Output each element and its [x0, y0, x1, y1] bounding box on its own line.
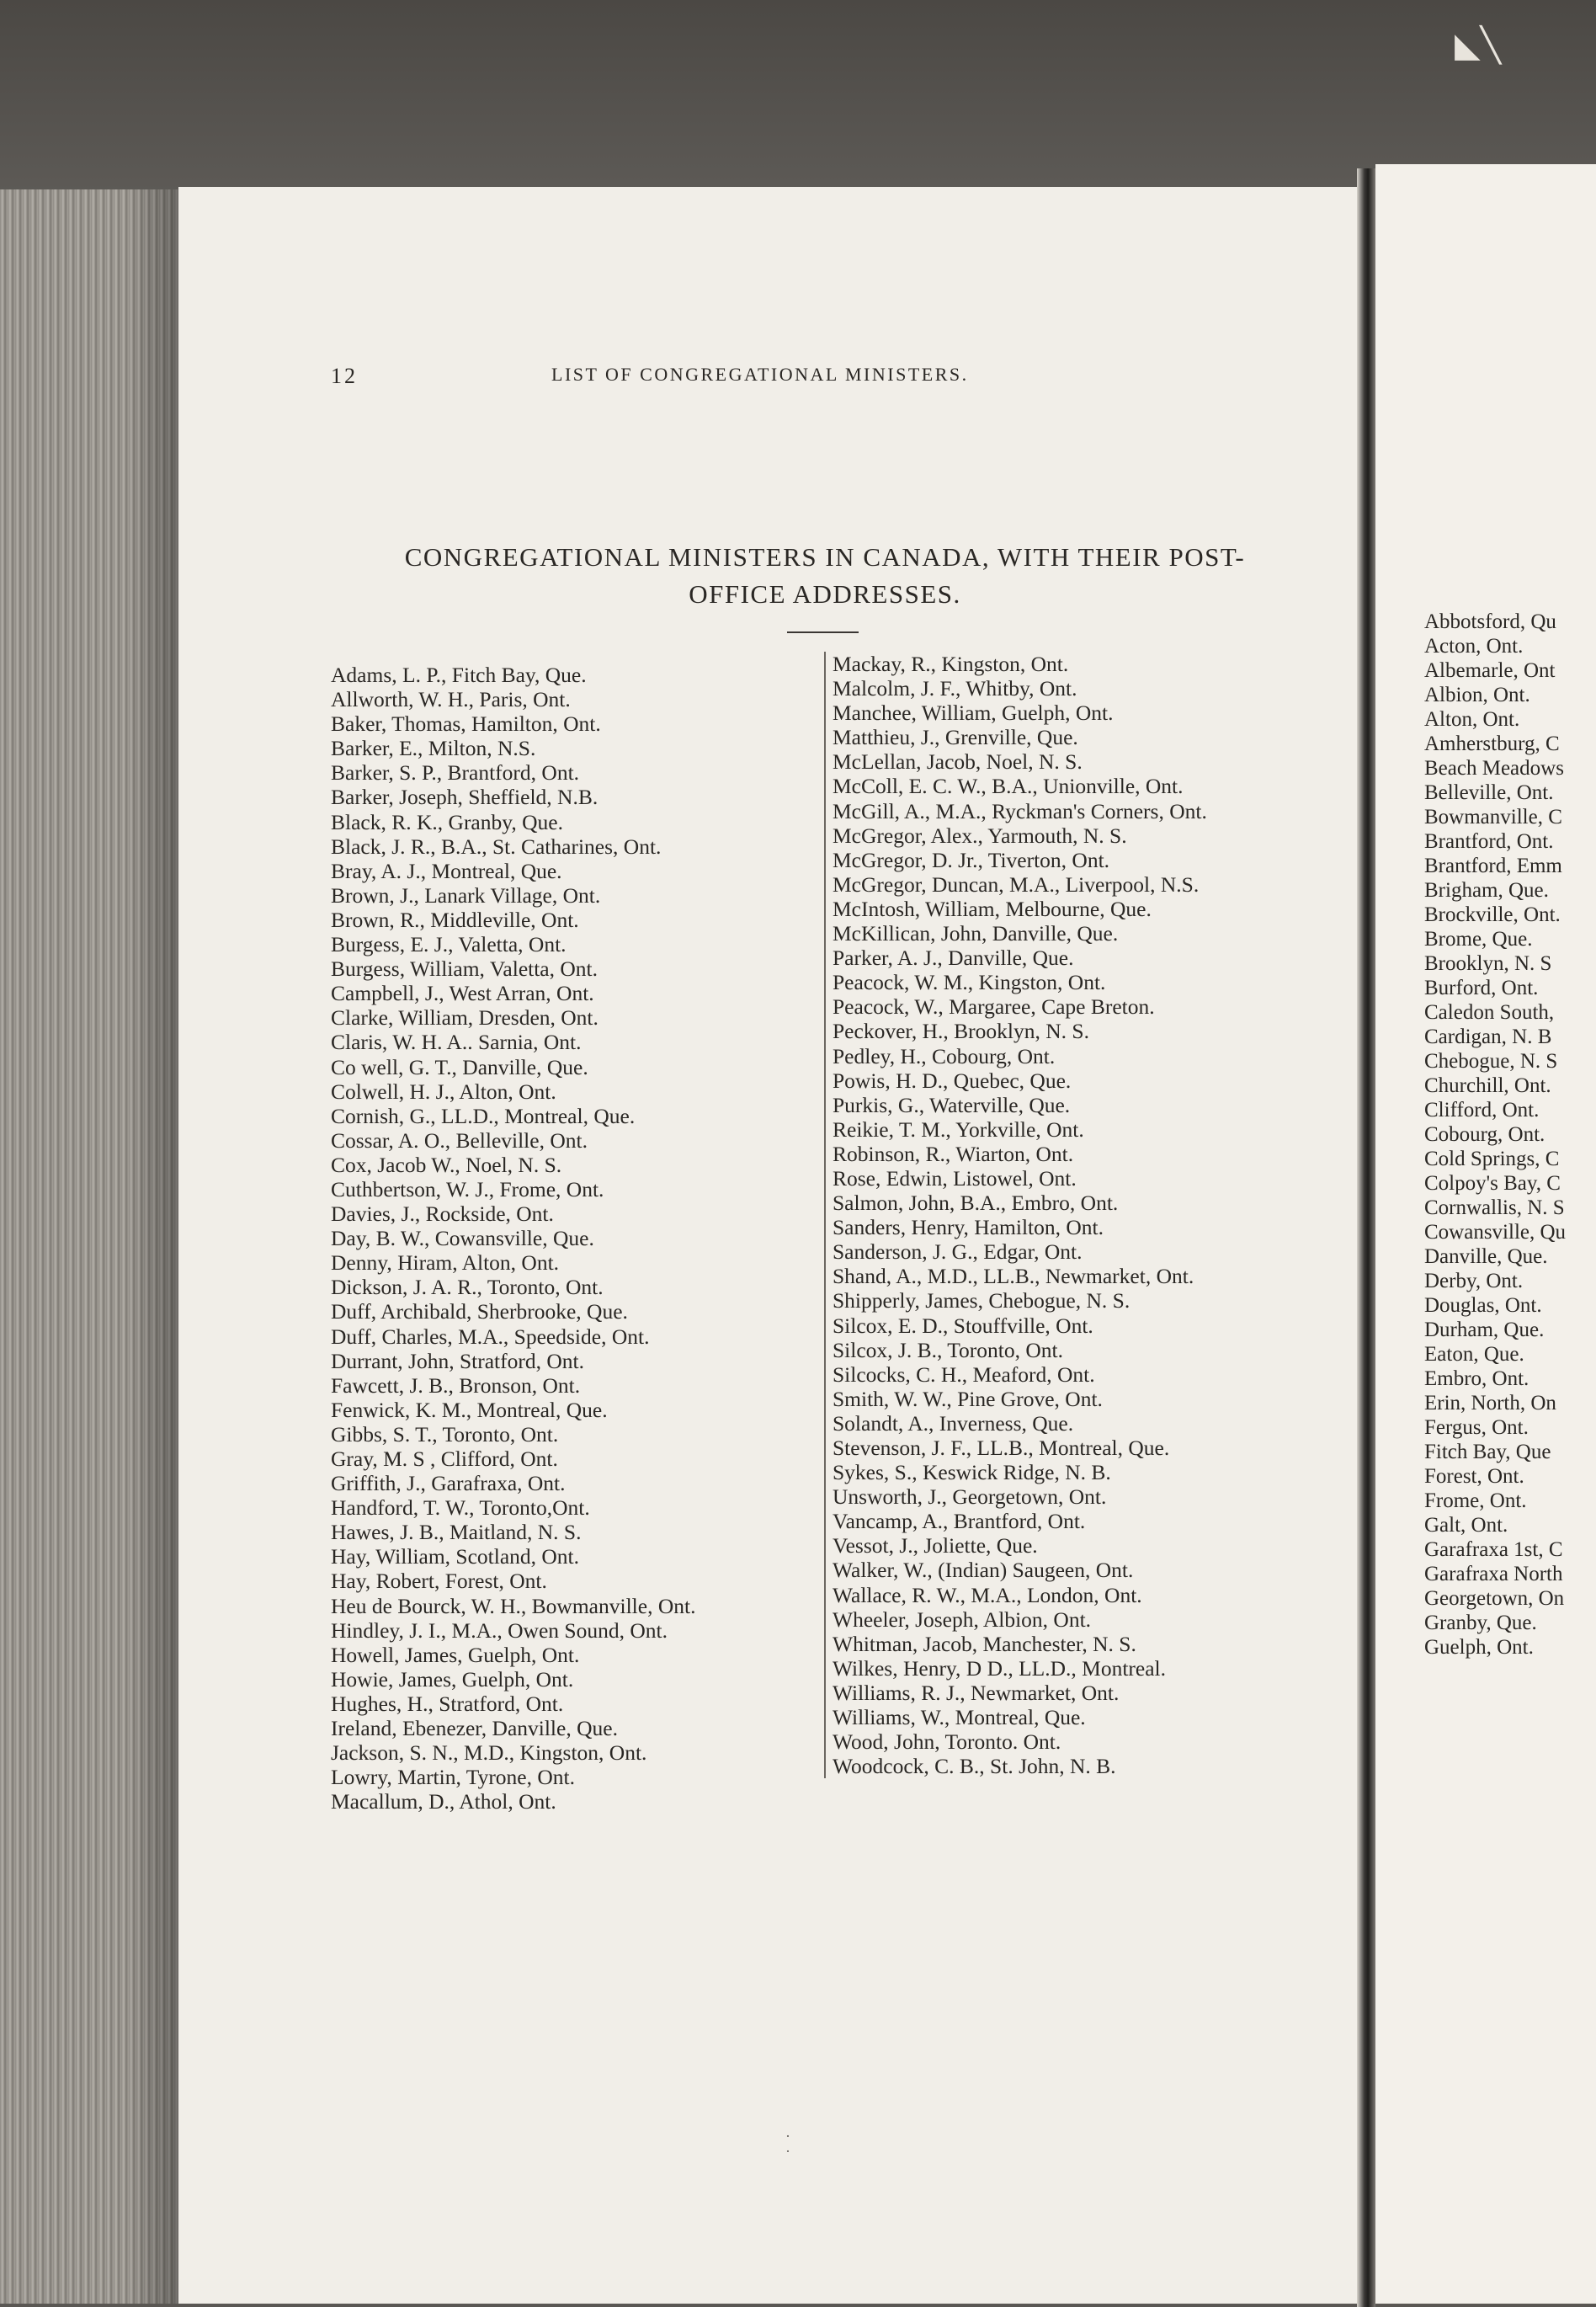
- book-edge-shadow: [126, 189, 181, 2304]
- place-entry: Albion, Ont.: [1424, 684, 1530, 706]
- place-entry: Amherstburg, C: [1424, 733, 1560, 755]
- minister-entry: Adams, L. P., Fitch Bay, Que.: [331, 663, 587, 687]
- place-entry: Abbotsford, Qu: [1424, 610, 1556, 633]
- minister-entry: Cornish, G., LL.D., Montreal, Que.: [331, 1103, 636, 1128]
- minister-entry: Hughes, H., Stratford, Ont.: [331, 1691, 564, 1716]
- minister-entry: Silcox, J. B., Toronto, Ont.: [833, 1337, 1064, 1362]
- page-number: 12: [331, 364, 358, 388]
- minister-entry: Shand, A., M.D., LL.B., Newmarket, Ont.: [833, 1264, 1194, 1289]
- minister-entry: Heu de Bourck, W. H., Bowmanville, Ont.: [331, 1593, 696, 1618]
- minister-entry: Black, R. K., Granby, Que.: [331, 809, 563, 834]
- minister-entry: McIntosh, William, Melbourne, Que.: [833, 896, 1152, 921]
- place-entry: Clifford, Ont.: [1424, 1099, 1540, 1122]
- minister-entry: Smith, W. W., Pine Grove, Ont.: [833, 1386, 1103, 1411]
- minister-entry: Manchee, William, Guelph, Ont.: [833, 701, 1114, 726]
- minister-entry: Day, B. W., Cowansville, Que.: [331, 1226, 594, 1251]
- place-entry: Galt, Ont.: [1424, 1514, 1508, 1537]
- minister-entry: Co well, G. T., Danville, Que.: [331, 1054, 588, 1079]
- minister-entry: Sanders, Henry, Hamilton, Ont.: [833, 1215, 1104, 1240]
- place-entry: Georgetown, On: [1424, 1587, 1565, 1610]
- minister-entry: Brown, R., Middleville, Ont.: [331, 907, 579, 932]
- place-entry: Churchill, Ont.: [1424, 1074, 1551, 1097]
- minister-entry: Silcox, E. D., Stouffville, Ont.: [833, 1313, 1093, 1338]
- minister-entry: Robinson, R., Wiarton, Ont.: [833, 1141, 1074, 1166]
- minister-entry: Williams, W., Montreal, Que.: [833, 1705, 1086, 1730]
- minister-entry: Jackson, S. N., M.D., Kingston, Ont.: [331, 1740, 647, 1766]
- minister-entry: Duff, Charles, M.A., Speedside, Ont.: [331, 1324, 650, 1349]
- minister-entry: Handford, T. W., Toronto,Ont.: [331, 1495, 590, 1521]
- place-entry: Douglas, Ont.: [1424, 1294, 1542, 1317]
- minister-entry: Griffith, J., Garafraxa, Ont.: [331, 1471, 566, 1496]
- place-entry: Brantford, Emm: [1424, 855, 1562, 877]
- minister-entry: Burgess, William, Valetta, Ont.: [331, 956, 598, 982]
- place-entry: Embro, Ont.: [1424, 1367, 1530, 1390]
- minister-entry: Howie, James, Guelph, Ont.: [331, 1666, 574, 1692]
- running-title: LIST OF CONGREGATIONAL MINISTERS.: [551, 364, 969, 385]
- section-title-line-1: CONGREGATIONAL MINISTERS IN CANADA, WITH THEIR POST-: [404, 542, 1246, 572]
- minister-entry: Duff, Archibald, Sherbrooke, Que.: [331, 1299, 628, 1324]
- minister-entry: McColl, E. C. W., B.A., Unionville, Ont.: [833, 774, 1184, 799]
- minister-entry: Barker, Joseph, Sheffield, N.B.: [331, 785, 598, 810]
- place-entry: Bowmanville, C: [1424, 806, 1562, 828]
- place-entry: Belleville, Ont.: [1424, 781, 1554, 804]
- minister-entry: Stevenson, J. F., LL.B., Montreal, Que.: [833, 1436, 1170, 1460]
- minister-entry: Durrant, John, Stratford, Ont.: [331, 1348, 584, 1373]
- minister-entry: Barker, E., Milton, N.S.: [331, 736, 536, 761]
- section-title-line-2: OFFICE ADDRESSES.: [689, 579, 961, 609]
- minister-entry: Vessot, J., Joliette, Que.: [833, 1533, 1038, 1558]
- book-gutter: [1357, 168, 1375, 2307]
- minister-entry: McGregor, Alex., Yarmouth, N. S.: [833, 823, 1127, 848]
- minister-entry: Woodcock, C. B., St. John, N. B.: [833, 1754, 1116, 1779]
- minister-entry: Pedley, H., Cobourg, Ont.: [833, 1043, 1056, 1068]
- place-entry: Cobourg, Ont.: [1424, 1123, 1545, 1146]
- place-entry: Forest, Ont.: [1424, 1465, 1524, 1488]
- minister-entry: Silcocks, C. H., Meaford, Ont.: [833, 1361, 1095, 1387]
- minister-entry: Whitman, Jacob, Manchester, N. S.: [833, 1631, 1136, 1656]
- minister-entry: Brown, J., Lanark Village, Ont.: [331, 882, 601, 908]
- place-entry: Garafraxa 1st, C: [1424, 1538, 1563, 1561]
- minister-entry: Burgess, E. J., Valetta, Ont.: [331, 932, 567, 957]
- place-entry: Granby, Que.: [1424, 1612, 1537, 1634]
- place-entry: Cardigan, N. B: [1424, 1026, 1552, 1048]
- place-entry: Guelph, Ont.: [1424, 1636, 1534, 1659]
- scanner-background: [0, 0, 1596, 194]
- minister-entry: Barker, S. P., Brantford, Ont.: [331, 760, 580, 786]
- minister-entry: Claris, W. H. A.. Sarnia, Ont.: [331, 1030, 582, 1055]
- place-entry: Caledon South,: [1424, 1001, 1555, 1024]
- minister-entry: Cossar, A. O., Belleville, Ont.: [331, 1127, 588, 1153]
- minister-entry: McGregor, D. Jr., Tiverton, Ont.: [833, 847, 1110, 872]
- place-entry: Fitch Bay, Que: [1424, 1441, 1551, 1463]
- minister-entry: Lowry, Martin, Tyrone, Ont.: [331, 1765, 576, 1790]
- minister-entry: McGill, A., M.A., Ryckman's Corners, Ont.: [833, 798, 1207, 823]
- minister-entry: Peckover, H., Brooklyn, N. S.: [833, 1019, 1089, 1044]
- minister-entry: Hay, Robert, Forest, Ont.: [331, 1569, 547, 1594]
- minister-entry: Reikie, T. M., Yorkville, Ont.: [833, 1116, 1084, 1142]
- minister-entry: Walker, W., (Indian) Saugeen, Ont.: [833, 1558, 1134, 1583]
- section-title: [324, 539, 1326, 613]
- minister-entry: Macallum, D., Athol, Ont.: [331, 1789, 556, 1814]
- minister-entry: Ireland, Ebenezer, Danville, Que.: [331, 1716, 618, 1741]
- minister-entry: Vancamp, A., Brantford, Ont.: [833, 1509, 1086, 1534]
- minister-entry: Dickson, J. A. R., Toronto, Ont.: [331, 1275, 604, 1300]
- minister-entry: Hawes, J. B., Maitland, N. S.: [331, 1520, 582, 1545]
- right-page-places-column: [1424, 610, 1566, 1660]
- minister-entry: Hindley, J. I., M.A., Owen Sound, Ont.: [331, 1617, 668, 1643]
- minister-entry: Davies, J., Rockside, Ont.: [331, 1201, 554, 1227]
- minister-entry: Salmon, John, B.A., Embro, Ont.: [833, 1191, 1119, 1216]
- title-rule: [787, 631, 859, 633]
- minister-entry: Wheeler, Joseph, Albion, Ont.: [833, 1606, 1092, 1632]
- place-entry: Fergus, Ont.: [1424, 1416, 1529, 1439]
- minister-entry: McKillican, John, Danville, Que.: [833, 921, 1119, 946]
- minister-entry: Gray, M. S , Clifford, Ont.: [331, 1447, 558, 1471]
- minister-entry: Wallace, R. W., M.A., London, Ont.: [833, 1582, 1142, 1607]
- minister-entry: Parker, A. J., Danville, Que.: [833, 946, 1074, 971]
- place-entry: Garafraxa North: [1424, 1563, 1563, 1585]
- place-entry: Brigham, Que.: [1424, 879, 1549, 902]
- place-entry: Cold Springs, C: [1424, 1148, 1560, 1170]
- minister-entry: Gibbs, S. T., Toronto, Ont.: [331, 1421, 559, 1447]
- minister-entry: Unsworth, J., Georgetown, Ont.: [833, 1484, 1107, 1510]
- minister-entry: Sykes, S., Keswick Ridge, N. B.: [833, 1460, 1111, 1485]
- place-entry: Colpoy's Bay, C: [1424, 1172, 1561, 1195]
- scanner-mark-icon: ◣╲: [1455, 26, 1501, 64]
- place-entry: Brantford, Ont.: [1424, 830, 1554, 853]
- place-entry: Albemarle, Ont: [1424, 659, 1556, 682]
- place-entry: Brockville, Ont.: [1424, 903, 1561, 926]
- minister-entry: Hay, William, Scotland, Ont.: [331, 1544, 580, 1569]
- minister-entry: Wilkes, Henry, D D., LL.D., Montreal.: [833, 1655, 1167, 1681]
- page-specks: · ·: [785, 2128, 790, 2160]
- place-entry: Erin, North, On: [1424, 1392, 1556, 1415]
- minister-entry: Fenwick, K. M., Montreal, Que.: [331, 1397, 608, 1422]
- minister-entry: Peacock, W. M., Kingston, Ont.: [833, 970, 1106, 995]
- place-entry: Danville, Que.: [1424, 1245, 1548, 1268]
- minister-entry: Sanderson, J. G., Edgar, Ont.: [833, 1239, 1083, 1265]
- place-entry: Brooklyn, N. S: [1424, 952, 1552, 975]
- place-entry: Acton, Ont.: [1424, 635, 1524, 658]
- minister-entry: McGregor, Duncan, M.A., Liverpool, N.S.: [833, 871, 1200, 897]
- place-entry: Frome, Ont.: [1424, 1489, 1527, 1512]
- place-entry: Chebogue, N. S: [1424, 1050, 1558, 1073]
- minister-entry: Rose, Edwin, Listowel, Ont.: [833, 1165, 1077, 1191]
- place-entry: Derby, Ont.: [1424, 1270, 1524, 1292]
- place-entry: Alton, Ont.: [1424, 708, 1520, 731]
- minister-entry: Fawcett, J. B., Bronson, Ont.: [331, 1372, 581, 1398]
- minister-entry: Bray, A. J., Montreal, Que.: [331, 858, 562, 883]
- place-entry: Brome, Que.: [1424, 928, 1533, 951]
- minister-entry: Cox, Jacob W., Noel, N. S.: [331, 1152, 562, 1177]
- minister-entry: Wood, John, Toronto. Ont.: [833, 1729, 1061, 1755]
- running-head: [331, 364, 1299, 397]
- place-entry: Durham, Que.: [1424, 1319, 1545, 1341]
- minister-entry: Mackay, R., Kingston, Ont.: [833, 652, 1069, 676]
- minister-entry: Allworth, W. H., Paris, Ont.: [331, 687, 571, 712]
- place-entry: Cornwallis, N. S: [1424, 1196, 1565, 1219]
- minister-entry: Powis, H. D., Quebec, Que.: [833, 1068, 1072, 1093]
- minister-entry: Clarke, William, Dresden, Ont.: [331, 1005, 598, 1031]
- minister-entry: Peacock, W., Margaree, Cape Breton.: [833, 994, 1155, 1020]
- minister-entry: Cuthbertson, W. J., Frome, Ont.: [331, 1176, 604, 1201]
- place-entry: Burford, Ont.: [1424, 977, 1539, 999]
- ministers-column-2: [824, 652, 1207, 1778]
- minister-entry: Howell, James, Guelph, Ont.: [331, 1642, 580, 1667]
- place-entry: Eaton, Que.: [1424, 1343, 1524, 1366]
- minister-entry: Matthieu, J., Grenville, Que.: [833, 725, 1078, 750]
- ministers-column-1: [331, 663, 695, 1814]
- minister-entry: Campbell, J., West Arran, Ont.: [331, 981, 594, 1006]
- minister-entry: Denny, Hiram, Alton, Ont.: [331, 1250, 560, 1276]
- minister-entry: Williams, R. J., Newmarket, Ont.: [833, 1680, 1120, 1705]
- place-entry: Cowansville, Qu: [1424, 1221, 1567, 1244]
- minister-entry: Purkis, G., Waterville, Que.: [833, 1092, 1071, 1117]
- minister-entry: Shipperly, James, Chebogue, N. S.: [833, 1288, 1130, 1313]
- minister-entry: Colwell, H. J., Alton, Ont.: [331, 1079, 556, 1104]
- minister-entry: Black, J. R., B.A., St. Catharines, Ont.: [331, 834, 662, 859]
- minister-entry: Malcolm, J. F., Whitby, Ont.: [833, 676, 1077, 701]
- place-entry: Beach Meadows: [1424, 757, 1564, 780]
- minister-entry: Baker, Thomas, Hamilton, Ont.: [331, 711, 601, 737]
- minister-entry: McLellan, Jacob, Noel, N. S.: [833, 749, 1083, 775]
- minister-entry: Solandt, A., Inverness, Que.: [833, 1410, 1074, 1436]
